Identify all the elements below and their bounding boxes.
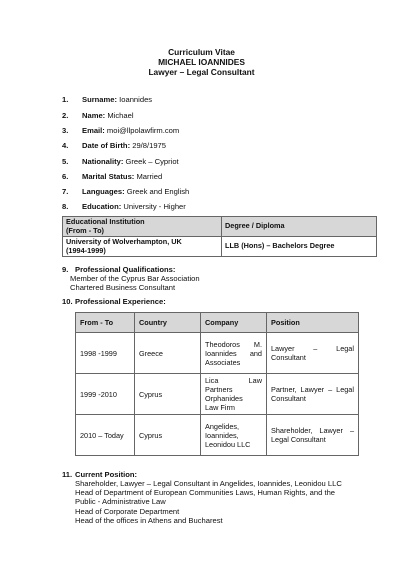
experience-company: Angelides, Ioannides, Leonidou LLC [201, 415, 267, 456]
cv-title: Curriculum Vitae [168, 47, 235, 57]
table-row [76, 333, 359, 374]
education-table-row [63, 237, 377, 257]
education-header-institution: Educational Institution [66, 217, 145, 226]
person-role: Lawyer – Legal Consultant [148, 67, 255, 77]
education-degree: LLB (Hons) – Bachelors Degree [222, 237, 377, 257]
qualification-item: Member of the Cyprus Bar Association [70, 274, 200, 283]
education-institution: University of Wolverhampton, UK [66, 237, 182, 246]
experience-position: Partner, Lawyer – Legal Consultant [267, 374, 359, 415]
experience-table-header [76, 313, 359, 333]
experience-col-company: Company [201, 313, 267, 333]
education-table [62, 216, 377, 257]
education-header-period: (From - To) [66, 225, 104, 235]
person-name: MICHAEL IOANNIDES [158, 57, 245, 67]
current-position-text: Shareholder, Lawyer – Legal Consultant in Angelides, Ioannides, Leonidou LLC Head of Department of European Communities Laws, Human Rights, and the Public - Administrative Law Head of Corporate Department Head of the offices in Athens and Bucharest [75, 479, 342, 525]
experience-position: Lawyer – Legal Consultant [267, 333, 359, 374]
education-table-header [63, 217, 377, 237]
cv-title-block [0, 47, 403, 77]
experience-company: Lica Law Partners Orphanides Law Firm [201, 374, 267, 415]
table-row [76, 415, 359, 456]
experience-position: Shareholder, Lawyer – Legal Consultant [267, 415, 359, 456]
experience-period: 1999 -2010 [76, 374, 135, 415]
experience-col-country: Country [135, 313, 201, 333]
education-years: (1994-1999) [66, 245, 106, 255]
experience-col-period: From - To [76, 313, 135, 333]
experience-period: 1998 -1999 [76, 333, 135, 374]
experience-table [75, 312, 359, 456]
experience-period: 2010 – Today [76, 415, 135, 456]
experience-company: Theodoros M. Ioannides and Associates [201, 333, 267, 374]
experience-country: Cyprus [135, 415, 201, 456]
experience-country: Cyprus [135, 374, 201, 415]
experience-country: Greece [135, 333, 201, 374]
table-row [76, 374, 359, 415]
education-header-degree: Degree / Diploma [222, 217, 377, 237]
experience-col-position: Position [267, 313, 359, 333]
cv-page: Curriculum Vitae MICHAEL IOANNIDES Lawyer – Legal Consultant 1. Surname: Ioannides 2. Name: Michael 3. Email: moi@llpolawfirm.com 4. Date of Birth: 29/8/1975 5. Nationality: Greek – Cypriot 6. Marital Status: Married 7. Languages: Greek and English 8. Education: University - Higher Educational Institution (From - To) Degree / Diploma University of Wolverhampton, UK (1994-1999) LLB (Hons) – Bachelors Degree 9. Professional Qualifications: Member of the Cyprus Bar Association Chartered Business Consultant 10. Professional Experience: From - To Country Company Position 1998 -1999 Greece Theodoros M. Ioannides and Associates Lawyer – Legal Consultant 1999 -2010 Cyprus Lica Law Partners Orphanides Law Firm Partner, Lawyer – Legal Consultant 2010 – Today Cyprus Angelides, Ioannides, Leonidou LLC Shareholder, Lawyer – Legal Consultant 11. Current Position: Shareholder, Lawyer – Legal Consultant in Angelides, Ioannides, Leonidou LLC Head of Department of European Communities Laws, Human Rights, and the Public - Administrative Law Head of Corporate Department Head of the offices in Athens and Bucharest [0, 0, 403, 570]
qualification-item: Chartered Business Consultant [70, 283, 176, 292]
